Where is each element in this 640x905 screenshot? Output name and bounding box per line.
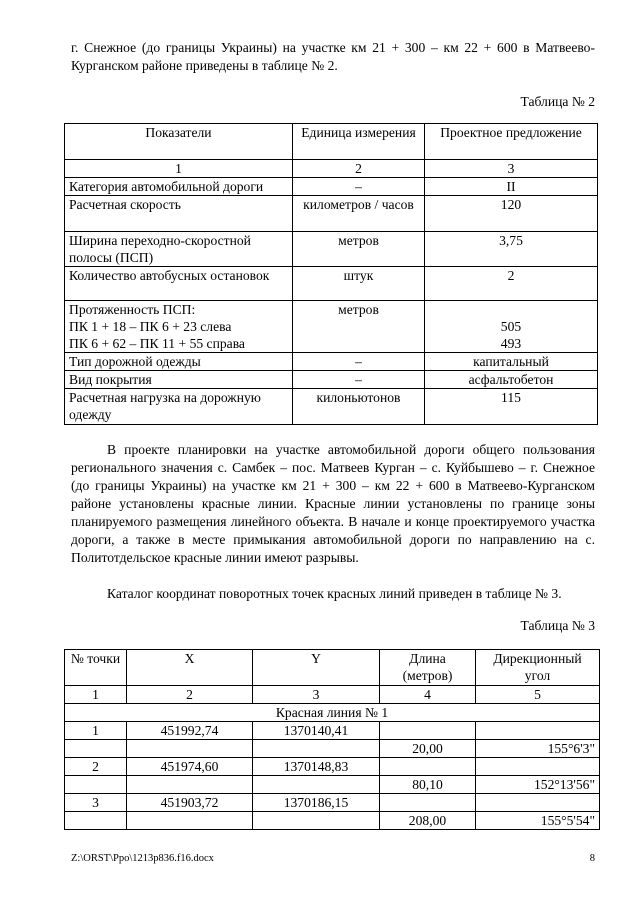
unit-cell (293, 301, 425, 353)
empty-cell (253, 812, 380, 830)
point-y: 1370140,41 (253, 722, 380, 740)
footer-page-number: 8 (589, 853, 595, 864)
segment-angle: 155°6'3" (476, 740, 600, 758)
indicator-cell: Вид покрытия (65, 371, 293, 389)
empty-cell (380, 794, 476, 812)
unit-cell: метров (293, 232, 425, 267)
table2 (64, 123, 598, 425)
empty-cell (253, 776, 380, 794)
value-cell: II (425, 178, 598, 196)
unit-cell: – (293, 371, 425, 389)
unit-cell: – (293, 353, 425, 371)
value-cell-multiline (425, 301, 598, 353)
segment-row (65, 812, 600, 830)
indicator-cell: Категория автомобильной дороги (65, 178, 293, 196)
table-row (65, 196, 598, 232)
segment-length: 20,00 (380, 740, 476, 758)
indicator-line: Протяженность ПСП: (69, 302, 196, 317)
point-row (65, 722, 600, 740)
point-number: 2 (65, 758, 127, 776)
empty-cell (380, 722, 476, 740)
paragraph-red-lines: В проекте планировки на участке автомобильной дороги общего пользования регионального значения с. Самбек – пос. Матвеев Курган – с. Куйбышево – г. Снежное (до границы Украины) на участке км 21 + 300 – км 22 + 600 в Матвеево-Курганском районе установлены красные линии. Красные линии установлены по границе зоны планируемого размещения линейного объекта. В начале и конце проектируемого участка дороги, а также в месте примыкания автомобильной дороги по направлению на с. Политотдельское красные линии имеют разрывы. (71, 442, 595, 565)
table3-header-y: Y (253, 650, 380, 686)
unit-cell: – (293, 178, 425, 196)
indicator-line: ПК 1 + 18 – ПК 6 + 23 слева (69, 319, 232, 334)
value-line: 493 (500, 336, 522, 351)
table3-colnum: 2 (127, 686, 253, 704)
unit-cell: километров / часов (293, 196, 425, 232)
point-number: 1 (65, 722, 127, 740)
point-y: 1370186,15 (253, 794, 380, 812)
table-row (65, 389, 598, 425)
segment-row (65, 776, 600, 794)
value-cell: 2 (425, 267, 598, 301)
table-row (65, 232, 598, 267)
indicator-cell: Тип дорожной одежды (65, 353, 293, 371)
unit-cell: штук (293, 267, 425, 301)
footer-file-path: Z:\ORST\Ppo\1213p836.f16.docx (71, 853, 214, 864)
table-row (65, 371, 598, 389)
point-row (65, 794, 600, 812)
point-number: 3 (65, 794, 127, 812)
table3-colnum: 5 (476, 686, 600, 704)
indicator-cell: Количество автобусных остановок (65, 267, 293, 301)
table3-colnum: 1 (65, 686, 127, 704)
table2-colnum-row (65, 160, 598, 178)
segment-angle: 152°13'56" (476, 776, 600, 794)
segment-angle: 155°5'54" (476, 812, 600, 830)
indicator-cell: Расчетная нагрузка на дорожную одежду (65, 389, 293, 425)
point-x: 451903,72 (127, 794, 253, 812)
empty-cell (65, 812, 127, 830)
table2-header-indicator: Показатели (65, 124, 293, 160)
value-line: 505 (500, 319, 522, 334)
point-x: 451992,74 (127, 722, 253, 740)
point-x: 451974,60 (127, 758, 253, 776)
table2-colnum: 3 (425, 160, 598, 178)
empty-cell (127, 776, 253, 794)
table2-header-unit: Единица измерения (293, 124, 425, 160)
table2-caption: Таблица № 2 (520, 94, 595, 109)
indicator-cell: Ширина переходно-скоростной полосы (ПСП) (65, 232, 293, 267)
table2-colnum: 1 (65, 160, 293, 178)
empty-cell (476, 722, 600, 740)
table2-colnum: 2 (293, 160, 425, 178)
table3 (64, 649, 600, 830)
indicator-cell: Расчетная скорость (65, 196, 293, 232)
empty-cell (65, 740, 127, 758)
segment-length: 208,00 (380, 812, 476, 830)
table3-header-length: Длина (метров) (380, 650, 476, 686)
table3-header-point: № точки (65, 650, 127, 686)
table3-colnum: 4 (380, 686, 476, 704)
empty-cell (380, 758, 476, 776)
table2-header-value: Проектное предложение (425, 124, 598, 160)
value-cell: 120 (425, 196, 598, 232)
table3-colnum-row (65, 686, 600, 704)
section-title: Красная линия № 1 (65, 704, 600, 722)
value-line (429, 301, 593, 318)
table3-header-angle: Дирекционный угол (476, 650, 600, 686)
table-row (65, 178, 598, 196)
empty-cell (253, 740, 380, 758)
table3-colnum: 3 (253, 686, 380, 704)
indicator-cell-multiline (65, 301, 293, 353)
table-row (65, 267, 598, 301)
value-cell: асфальтобетон (425, 371, 598, 389)
segment-row (65, 740, 600, 758)
table-row (65, 353, 598, 371)
value-cell: капитальный (425, 353, 598, 371)
table-row (65, 301, 598, 353)
table3-caption: Таблица № 3 (520, 618, 595, 633)
empty-cell (476, 794, 600, 812)
table2-header-row (65, 124, 598, 160)
empty-cell (127, 740, 253, 758)
table3-section-row (65, 704, 600, 722)
segment-length: 80,10 (380, 776, 476, 794)
unit-cell: килоньютонов (293, 389, 425, 425)
value-cell: 3,75 (425, 232, 598, 267)
value-cell: 115 (425, 389, 598, 425)
empty-cell (65, 776, 127, 794)
empty-cell (127, 812, 253, 830)
table3-header-row (65, 650, 600, 686)
paragraph-catalog: Каталог координат поворотных точек красных линий приведен в таблице № 3. (107, 586, 562, 601)
table3-header-x: X (127, 650, 253, 686)
point-y: 1370148,83 (253, 758, 380, 776)
empty-cell (476, 758, 600, 776)
intro-paragraph: г. Снежное (до границы Украины) на участке км 21 + 300 – км 22 + 600 в Матвеево-Курганском районе приведены в таблице № 2. (71, 40, 595, 73)
unit-line: метров (338, 302, 379, 317)
indicator-line: ПК 6 + 62 – ПК 11 + 55 справа (69, 336, 245, 351)
point-row (65, 758, 600, 776)
